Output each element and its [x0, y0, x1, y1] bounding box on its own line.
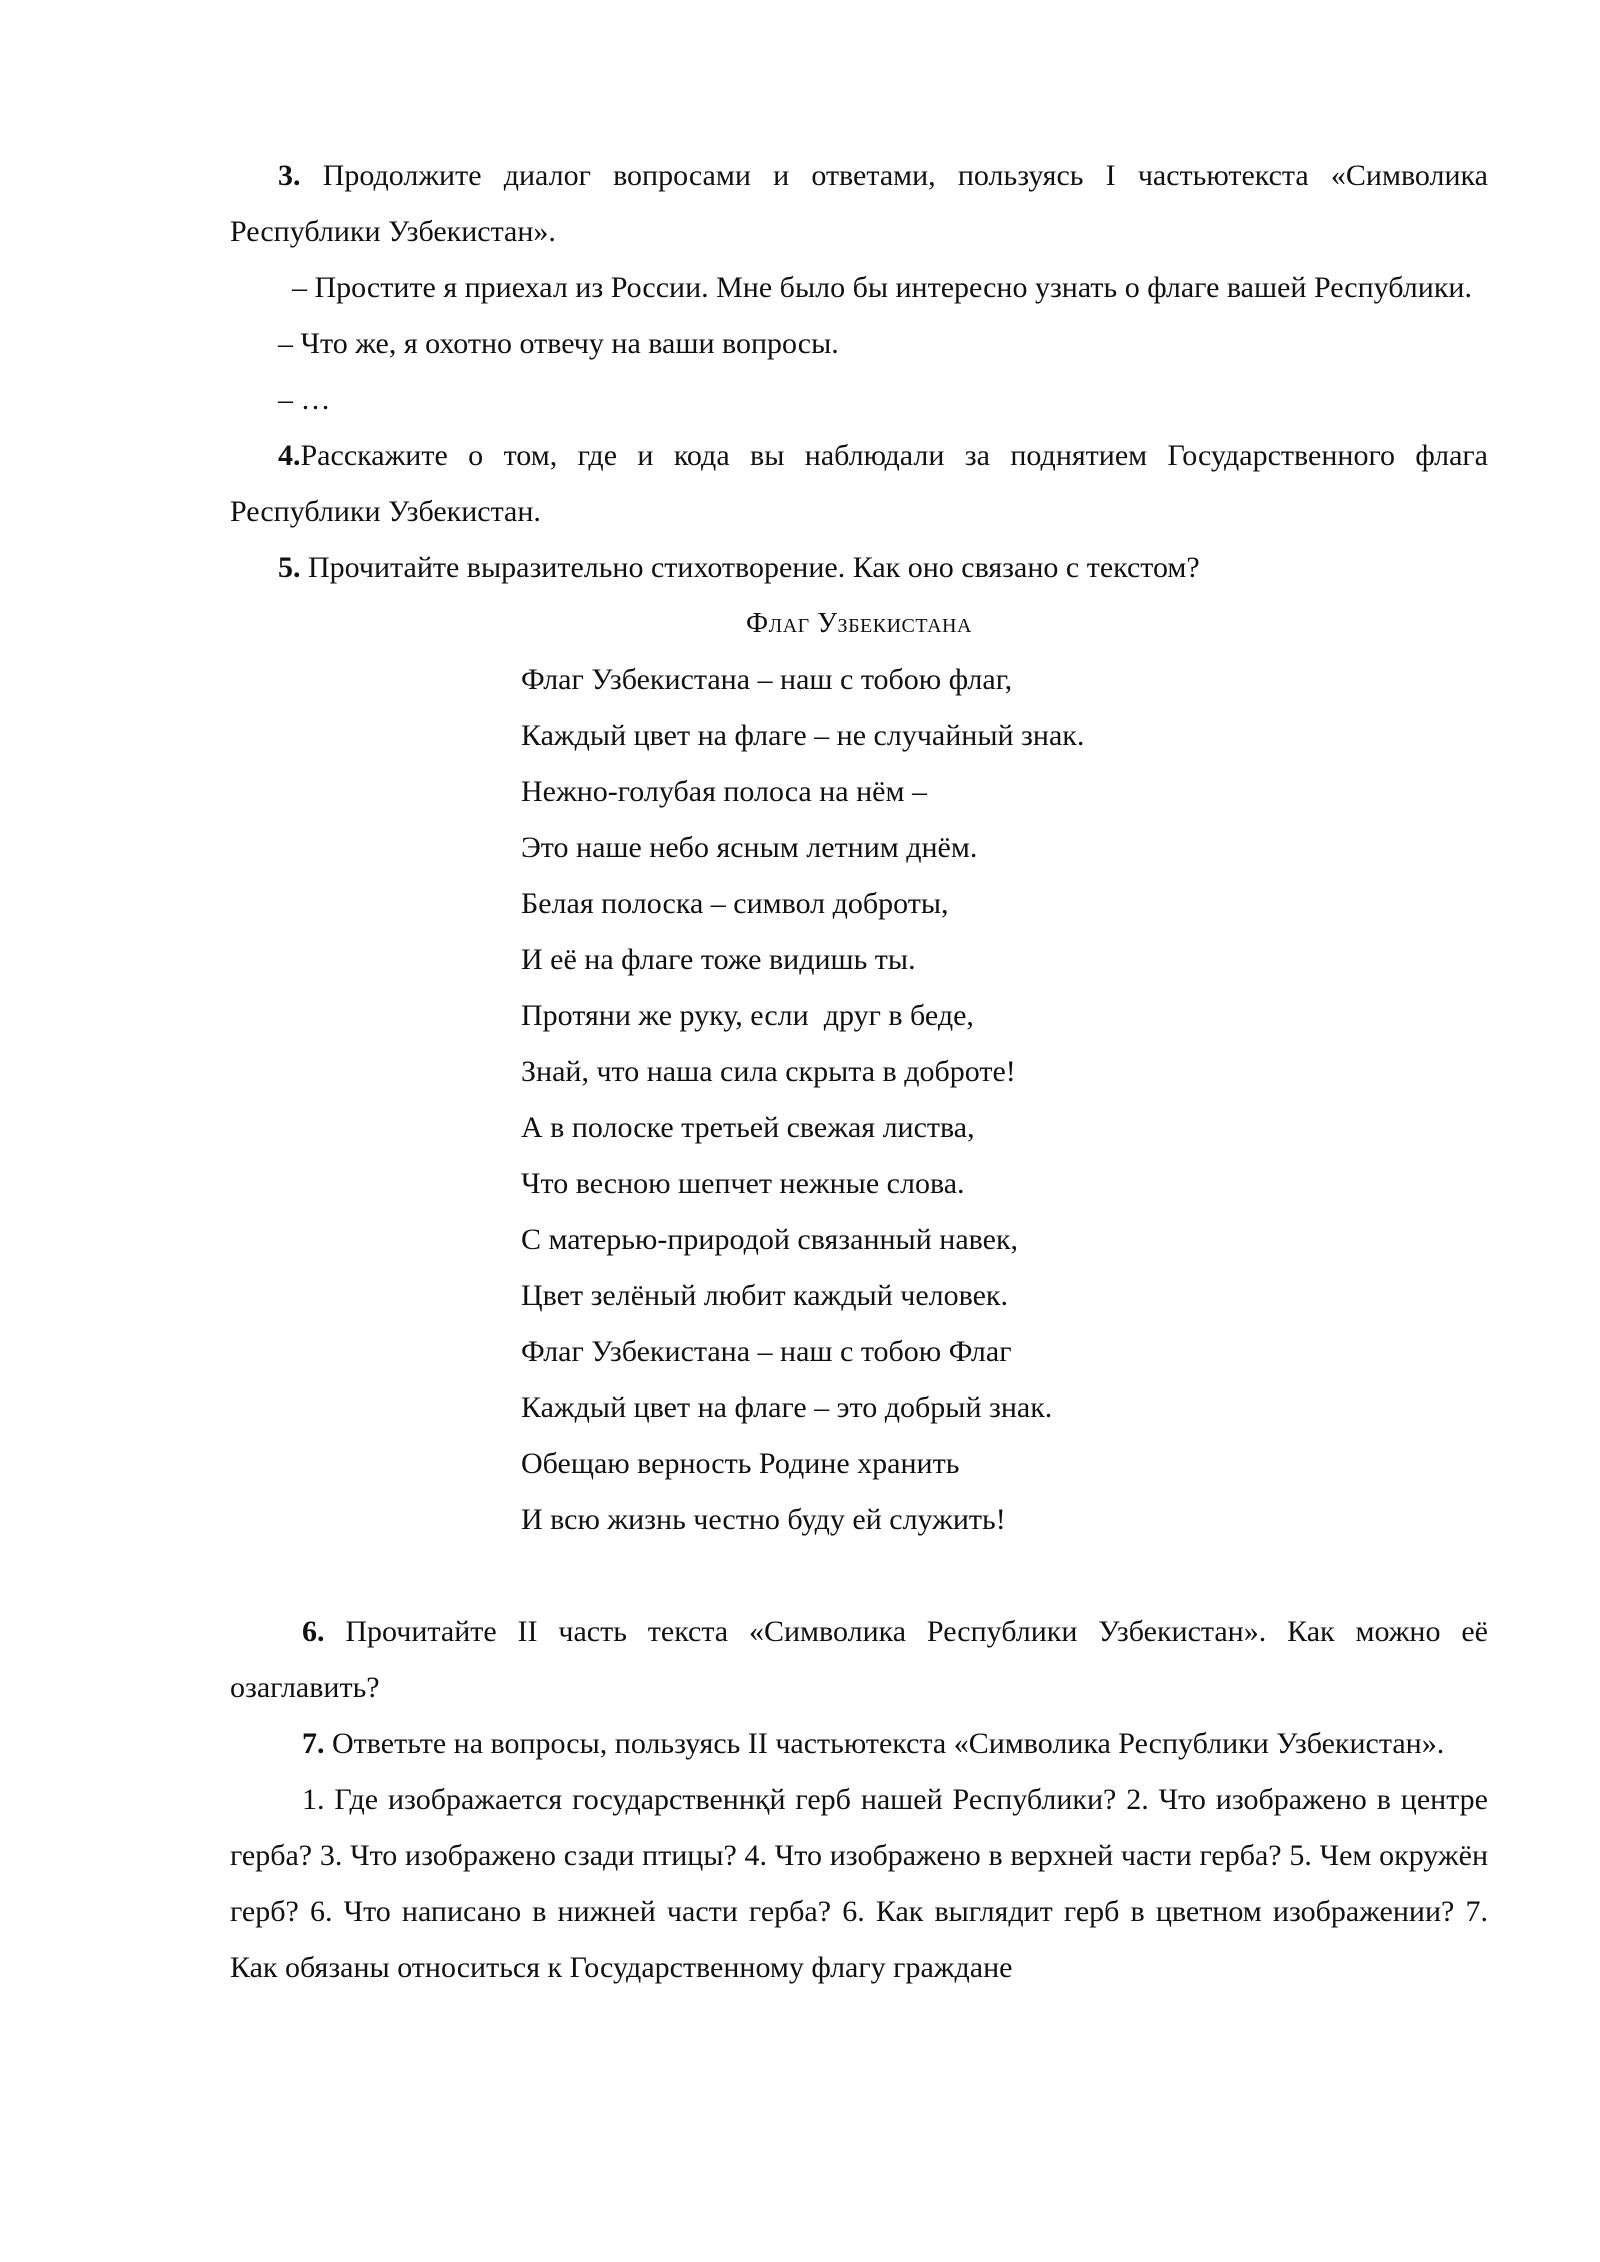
poem-line: Что весною шепчет нежные слова.: [521, 1167, 965, 1200]
task-4-paragraph: [230, 428, 1488, 540]
poem-line: Флаг Узбекистана – наш с тобою флаг,: [521, 663, 1013, 696]
dialog-line-2: – Что же, я охотно отвечу на ваши вопросы.: [278, 327, 839, 360]
task-6-number: 6.: [302, 1615, 325, 1648]
poem-line: Белая полоска – символ доброты,: [521, 887, 949, 920]
blank-line: [230, 1548, 1488, 1604]
task-7-paragraph: [230, 1716, 1488, 1772]
task-5-number: 5.: [278, 551, 301, 584]
poem-line: И всю жизнь честно буду ей служить!: [521, 1503, 1006, 1536]
poem-body: [230, 652, 1488, 1548]
poem-line: Это наше небо ясным летним днём.: [521, 831, 978, 864]
poem-line: Цвет зелёный любит каждый человек.: [521, 1279, 1009, 1312]
poem-line: Флаг Узбекистана – наш с тобою Флаг: [521, 1335, 1012, 1368]
task-6-text: Прочитайте II часть текста «Символика Республики Узбекистан». Как можно её озаглавить?: [230, 1615, 1488, 1704]
document-page: [230, 148, 1488, 1996]
poem-line: Протяни же руку, если друг в беде,: [521, 999, 974, 1032]
task-6-paragraph: [230, 1604, 1488, 1716]
poem-title: Флаг Узбекистана: [746, 608, 972, 639]
poem-line: А в полоске третьей свежая листва,: [521, 1111, 975, 1144]
poem-line: С матерью-природой связанный навек,: [521, 1223, 1019, 1256]
poem-line: Обещаю верность Родине хранить: [521, 1447, 960, 1480]
task-4-text: Расскажите о том, где и кода вы наблюдали за поднятием Государственного флага Республики Узбекистан.: [230, 439, 1488, 528]
task-5-text: Прочитайте выразительно стихотворение. Как оно связано с текстом?: [300, 551, 1200, 584]
poem-line: И её на флаге тоже видишь ты.: [521, 943, 916, 976]
dialog-line-3: – …: [278, 383, 331, 416]
task-3-number: 3.: [278, 159, 301, 192]
task-3-paragraph: [230, 148, 1488, 260]
poem-line: Каждый цвет на флаге – не случайный знак.: [521, 719, 1085, 752]
questions-paragraph: 1. Где изображается государственнқй герб нашей Республики? 2. Что изображено в центре герба? 3. Что изображено сзади птицы? 4. Что изображено в верхней части герба? 5. Чем окружён герб? 6. Что написано в нижней части герба? 6. Как выглядит герб в цветном изображении? 7. Как обязаны относиться к Государственному флагу граждане: [230, 1783, 1488, 1984]
dialog-line-1: – Простите я приехал из России. Мне было бы интересно узнать о флаге вашей Республики.: [292, 271, 1472, 304]
task-4-number: 4.: [278, 439, 301, 472]
task-3-text: Продолжите диалог вопросами и ответами, пользуясь I частьютекста «Символика Республики Узбекистан».: [230, 159, 1488, 248]
task-7-text: Ответьте на вопросы, пользуясь II частьютекста «Символика Республики Узбекистан».: [324, 1727, 1445, 1760]
task-5-paragraph: [230, 540, 1488, 596]
poem-line: Нежно-голубая полоса на нём –: [521, 775, 927, 808]
poem-line: Знай, что наша сила скрыта в доброте!: [521, 1055, 1016, 1088]
poem-line: Каждый цвет на флаге – это добрый знак.: [521, 1391, 1053, 1424]
task-7-number: 7.: [302, 1727, 325, 1760]
